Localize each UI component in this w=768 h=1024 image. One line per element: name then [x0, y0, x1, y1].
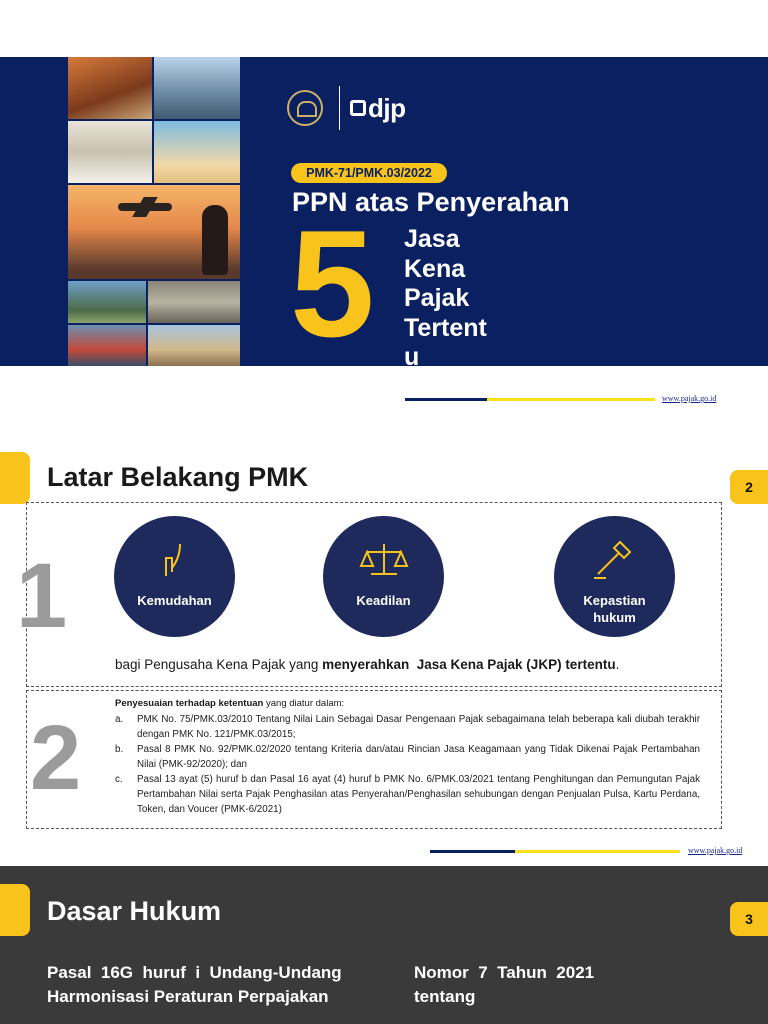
section-tab — [0, 452, 30, 504]
adjustments-heading — [115, 698, 344, 709]
sentence-space — [409, 657, 417, 672]
photo-port — [68, 325, 146, 366]
list-item — [115, 742, 700, 772]
photo-city — [148, 325, 240, 366]
sentence-bold: Jasa Kena Pajak (JKP) tertentu — [416, 657, 616, 672]
cover-subtitle — [404, 225, 524, 366]
sentence-bold: menyerahkan — [322, 657, 410, 672]
subtitle-line: Pajak — [404, 284, 470, 312]
slide-title: Dasar Hukum — [47, 896, 222, 926]
list-marker: a. — [115, 714, 124, 725]
heading-text: yang diatur dalam: — [263, 698, 345, 709]
pillar-label — [554, 592, 675, 626]
subtitle-line: Tertent — [404, 313, 487, 342]
pillar-label-text: Kepastian hukum — [583, 593, 646, 625]
photo-building — [68, 57, 152, 119]
sentence-text: bagi Pengusaha Kena Pajak yang — [115, 657, 323, 672]
list-item — [115, 772, 700, 817]
photo-airport — [68, 185, 240, 279]
slide-title: Latar Belakang PMK — [47, 462, 309, 492]
divider-navy — [405, 398, 487, 401]
photo-beach — [154, 121, 240, 183]
website-link[interactable]: www.pajak.go.id — [662, 394, 717, 403]
traveler-silhouette — [202, 205, 228, 275]
ministry-seal-icon — [287, 90, 323, 126]
regulation-list — [115, 712, 700, 817]
law-text-line: Harmonisasi Peraturan Perpajakan — [47, 987, 329, 1006]
divider-navy — [430, 850, 515, 853]
section-number: 2 — [30, 707, 82, 809]
photo-pilgrims — [68, 121, 152, 183]
section-number: 1 — [16, 545, 68, 647]
list-marker: c. — [115, 774, 123, 785]
website-link[interactable]: www.pajak.go.id — [688, 846, 743, 855]
big-number: 5 — [290, 199, 375, 366]
subtitle-line: Kena — [404, 254, 466, 283]
gavel-icon — [554, 538, 675, 582]
page-number: 2 — [730, 470, 768, 504]
law-text-line: tentang — [414, 987, 476, 1006]
pillar-kepastian — [554, 516, 675, 637]
sentence-end: . — [615, 657, 620, 672]
cover-title: PPN atas Penyerahan — [292, 187, 570, 217]
brand-logo — [287, 86, 406, 130]
law-text-line: Pasal 16G huruf i Undang-Undang — [47, 963, 342, 982]
photo-cave — [148, 281, 240, 323]
regulation-badge: PMK-71/PMK.03/2022 — [291, 163, 447, 183]
list-marker: b. — [115, 744, 124, 755]
photo-collage — [68, 57, 240, 366]
divider-yellow — [515, 850, 680, 853]
principles-sentence — [115, 657, 619, 672]
list-text: Pasal 13 ayat (5) huruf b dan Pasal 16 ayat (4) huruf b PMK No. 6/PMK.03/2021 tentang Penghitungan dan Pemungutan Pajak Pertambahan Nilai serta Pajak Penghasilan atas Penyerahan/Penghasilan sehubungan dengan Penjualan Pulsa, Kartu Perdana, Token, dan Voucer (PMK-6/2021) — [137, 774, 700, 815]
heading-bold: Penyesuaian terhadap ketentuan — [115, 698, 264, 709]
photo-temple — [68, 281, 146, 323]
subtitle-line: Jasa — [404, 225, 460, 253]
pillar-label: Kemudahan — [137, 593, 212, 608]
page-number: 3 — [730, 902, 768, 936]
subtitle-line: u — [404, 343, 420, 366]
law-text-line: Nomor 7 Tahun 2021 — [414, 963, 595, 982]
photo-ship — [154, 57, 240, 119]
list-text: Pasal 8 PMK No. 92/PMK.02/2020 tentang Kriteria dan/atau Rincian Jasa Keagamaan yang Tidak Dikenai Pajak Pertambahan Nilai (PMK-92/2020); dan — [137, 744, 700, 770]
pillar-kemudahan — [114, 516, 235, 637]
divider-yellow — [487, 398, 655, 401]
section-tab — [0, 884, 30, 936]
cover-slide — [0, 57, 768, 366]
pillar-keadilan — [323, 516, 444, 637]
brand-divider — [339, 86, 340, 130]
scale-icon — [323, 538, 444, 582]
djp-mark-icon — [350, 100, 366, 116]
hand-icon — [114, 538, 235, 582]
list-text: PMK No. 75/PMK.03/2010 Tentang Nilai Lain Sebagai Dasar Pengenaan Pajak sebagaimana telah beberapa kali diubah terakhir dengan PMK No. 121/PMK.03/2015; — [137, 714, 700, 740]
brand-name: djp — [368, 92, 406, 123]
list-item — [115, 712, 700, 742]
airplane-icon — [118, 203, 172, 211]
pillar-label: Keadilan — [356, 593, 411, 608]
